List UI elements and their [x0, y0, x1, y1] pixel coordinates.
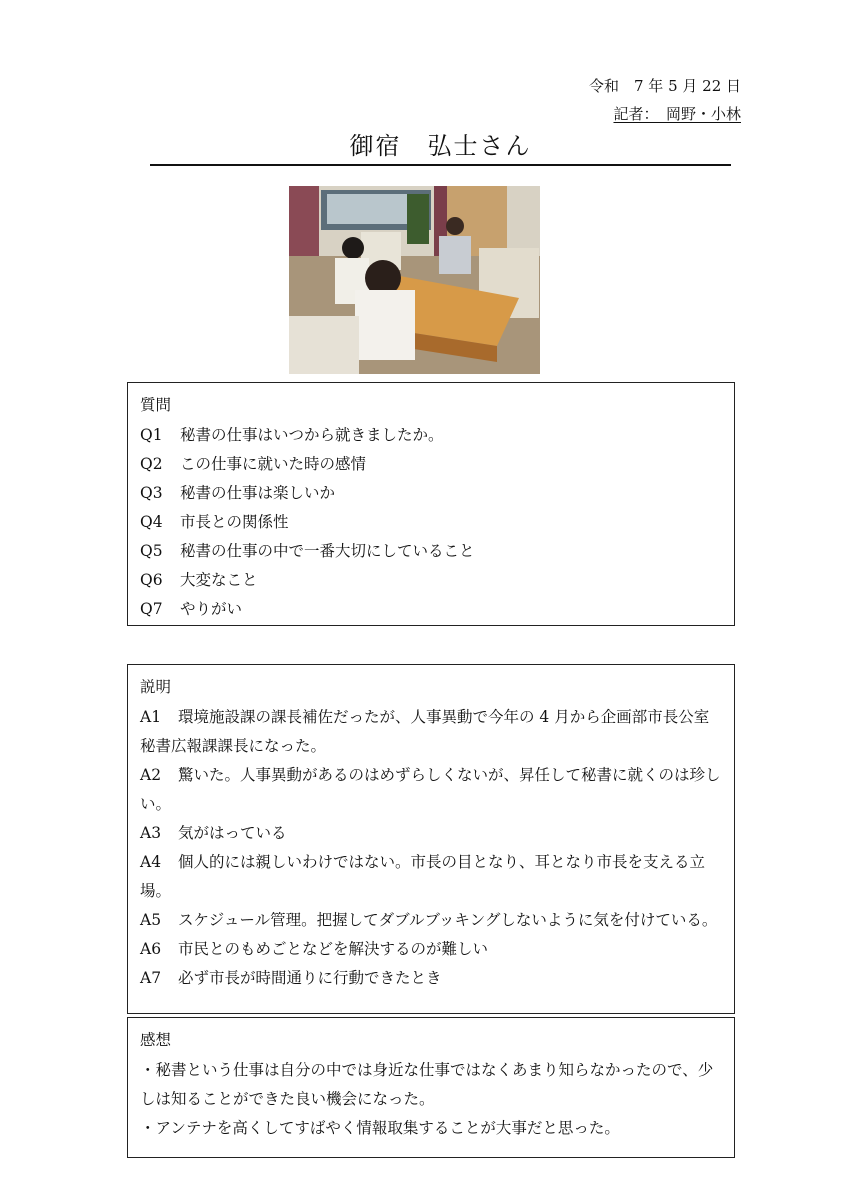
answer-number: A3: [140, 824, 162, 842]
date-text: 令和 7 年 5 月 22 日: [588, 77, 741, 95]
answer-text: 市民とのもめごとなどを解決するのが難しい: [178, 940, 489, 958]
answer-item: [140, 761, 724, 819]
question-number: Q3: [140, 484, 163, 502]
question-text: 秘書の仕事は楽しいか: [180, 484, 336, 502]
answer-number: A1: [140, 708, 162, 726]
question-item: [140, 508, 724, 537]
impressions-heading: 感想: [140, 1031, 172, 1049]
question-number: Q5: [140, 542, 163, 560]
question-text: 秘書の仕事の中で一番大切にしていること: [180, 542, 475, 560]
question-item: [140, 450, 724, 479]
question-number: Q7: [140, 600, 163, 618]
page-title: 御宿 弘士さん: [150, 130, 731, 166]
question-text: 市長との関係性: [180, 513, 289, 531]
interview-photo: [289, 186, 540, 374]
answer-item: [140, 848, 724, 906]
answer-text: 気がはっている: [178, 824, 287, 842]
question-item: [140, 566, 724, 595]
impression-item: ・アンテナを高くしてすばやく情報取集することが大事だと思った。: [140, 1119, 620, 1137]
answer-item: [140, 964, 724, 993]
answer-item: [140, 703, 724, 761]
questions-box: [127, 382, 735, 626]
impressions-box: [127, 1017, 735, 1158]
question-number: Q1: [140, 426, 163, 444]
answer-text: 必ず市長が時間通りに行動できたとき: [178, 969, 442, 987]
question-item: [140, 537, 724, 566]
impression-item: ・秘書という仕事は自分の中では身近な仕事ではなくあまり知らなかったので、少しは知ることができた良い機会になった。: [140, 1061, 714, 1108]
answer-number: A2: [140, 766, 162, 784]
answers-box: [127, 664, 735, 1014]
author-text: 記者： 岡野・小林: [613, 105, 741, 123]
answer-item: [140, 819, 724, 848]
question-text: やりがい: [180, 600, 243, 618]
answer-text: 驚いた。人事異動があるのはめずらしくないが、昇任して秘書に就くのは珍しい。: [140, 766, 721, 813]
question-text: 秘書の仕事はいつから就きましたか。: [180, 426, 444, 444]
questions-heading: 質問: [140, 396, 172, 414]
question-text: 大変なこと: [180, 571, 258, 589]
answer-text: スケジュール管理。把握してダブルブッキングしないように気を付けている。: [178, 911, 718, 929]
answers-heading: 説明: [140, 678, 172, 696]
question-item: [140, 595, 724, 624]
question-item: [140, 479, 724, 508]
answer-item: [140, 935, 724, 964]
answer-text: 環境施設課の課長補佐だったが、人事異動で今年の 4 月から企画部市長公室秘書広報課課長になった。: [140, 708, 710, 755]
answer-number: A4: [140, 853, 162, 871]
answer-number: A5: [140, 911, 162, 929]
question-number: Q2: [140, 455, 163, 473]
answer-number: A6: [140, 940, 162, 958]
document-meta: [589, 72, 741, 128]
question-number: Q4: [140, 513, 163, 531]
answer-item: [140, 906, 724, 935]
answer-number: A7: [140, 969, 162, 987]
question-item: [140, 421, 724, 450]
question-text: この仕事に就いた時の感情: [180, 455, 367, 473]
question-number: Q6: [140, 571, 163, 589]
answer-text: 個人的には親しいわけではない。市長の目となり、耳となり市長を支える立場。: [140, 853, 706, 900]
